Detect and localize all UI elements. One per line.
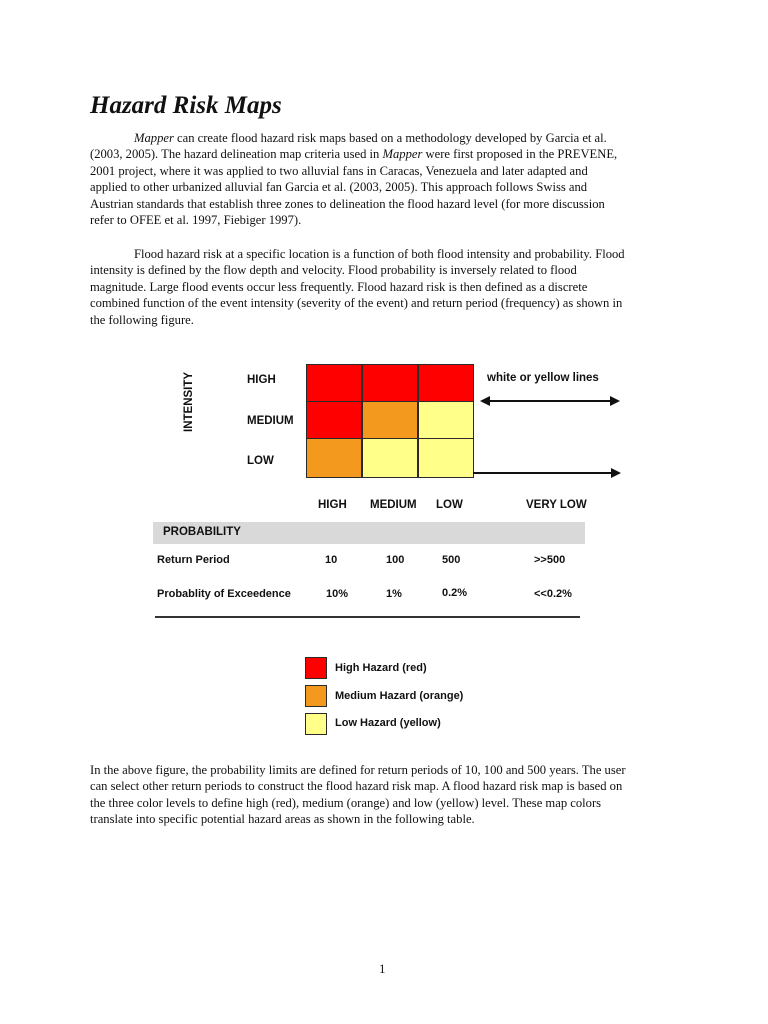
paragraph-intro-line3: 2001 project, where it was applied to two alluvial fans in Caracas, Venezuela and later adapted and [90,163,588,178]
matrix-cell-high-high [306,364,362,404]
exceedence-medium: 1% [386,588,402,600]
page-number: 1 [379,961,386,976]
matrix-cell-low-low [418,438,474,478]
matrix-cell-medium-high [306,401,362,441]
exceedence-low: 0.2% [442,587,468,599]
return-period-label: Return Period [157,554,230,566]
matrix-cell-low-high [306,438,362,478]
legend-label-medium: Medium Hazard (orange) [335,690,464,702]
intensity-high-label: HIGH [247,374,276,386]
matrix-cell-high-low [418,364,474,404]
paragraph-intro-line6: refer to OFEE et al. 1997, Fiebiger 1997). [90,213,302,228]
hazard-matrix-figure [150,360,630,750]
matrix-cell-high-medium [362,364,418,404]
return-period-low: 500 [442,554,461,566]
paragraph-risk-line5: the following figure. [90,312,194,327]
mapper-italic: Mapper [134,131,174,145]
paragraph-explain-line2: can select other return periods to construct the flood hazard risk map. A flood hazard risk map is based on [90,779,623,794]
arrow-upper-line [488,400,612,402]
arrow-right-head-lower [611,468,621,478]
probability-high-label: HIGH [318,499,347,511]
matrix-cell-medium-low [418,401,474,441]
legend-label-low: Low Hazard (yellow) [335,717,441,729]
probability-low-label: LOW [436,499,463,511]
paragraph-intro-line2-end: were first proposed in the PREVENE, [422,147,618,162]
paragraph-risk-definition [90,246,690,328]
arrow-annotation: white or yellow lines [487,372,599,384]
legend-swatch-medium [305,685,327,707]
paragraph-explain-line3: the three color levels to define high (red), medium (orange) and low (yellow) level. These map colors [90,795,602,810]
arrow-right-head-upper [610,396,620,406]
intensity-medium-label: MEDIUM [247,415,294,427]
matrix-cell-low-medium [362,438,418,478]
paragraph-intro-line4: applied to other urbanized alluvial fan Garcia et al. (2003, 2005). This approach follows Swiss and [90,180,588,195]
paragraph-intro-line2-start: (2003, 2005). The hazard delineation map criteria used in [90,147,383,162]
intensity-low-label: LOW [247,455,274,467]
legend-label-high: High Hazard (red) [335,662,427,674]
arrow-lower-line [473,472,613,474]
probability-heading: PROBABILITY [163,526,241,538]
exceedence-very-low: <<0.2% [534,588,572,600]
paragraph-risk-line2: intensity is defined by the flow depth and velocity. Flood probability is inversely related to flood [90,263,577,278]
paragraph-risk-line4: combined function of the event intensity (severity of the event) and return period (frequency) as shown in [90,296,623,311]
paragraph-risk-line1: Flood hazard risk at a specific location is a function of both flood intensity and probability. Flood [134,247,625,261]
paragraph-intro [90,130,690,228]
matrix-cell-medium-medium [362,401,418,441]
exceedence-label: Probablity of Exceedence [157,588,291,600]
page-title: Hazard Risk Maps [90,92,282,119]
paragraph-intro-line5: Austrian standards that establish three zones to delineation the flood hazard level (for more discussion [90,196,605,211]
paragraph-figure-explanation [90,762,690,828]
paragraph-explain-line1: In the above figure, the probability limits are defined for return periods of 10, 100 and 500 years. The user [90,763,626,777]
probability-medium-label: MEDIUM [370,499,417,511]
return-period-medium: 100 [386,554,405,566]
mapper-italic: Mapper [382,147,423,162]
intensity-axis-label: INTENSITY [183,371,195,432]
paragraph-explain-line4: translate into specific potential hazard areas as shown in the following table. [90,812,475,827]
exceedence-high: 10% [326,588,349,600]
probability-very-low-label: VERY LOW [526,499,587,511]
table-divider [155,616,580,618]
paragraph-risk-line3: magnitude. Large flood events occur less frequently. Flood hazard risk is then defined as a discrete [90,279,588,294]
legend-swatch-low [305,713,327,735]
return-period-very-low: >>500 [534,554,566,566]
legend-swatch-high [305,657,327,679]
paragraph-intro-line1: can create flood hazard risk maps based on a methodology developed by Garcia et al. [173,131,607,145]
return-period-high: 10 [325,554,338,566]
